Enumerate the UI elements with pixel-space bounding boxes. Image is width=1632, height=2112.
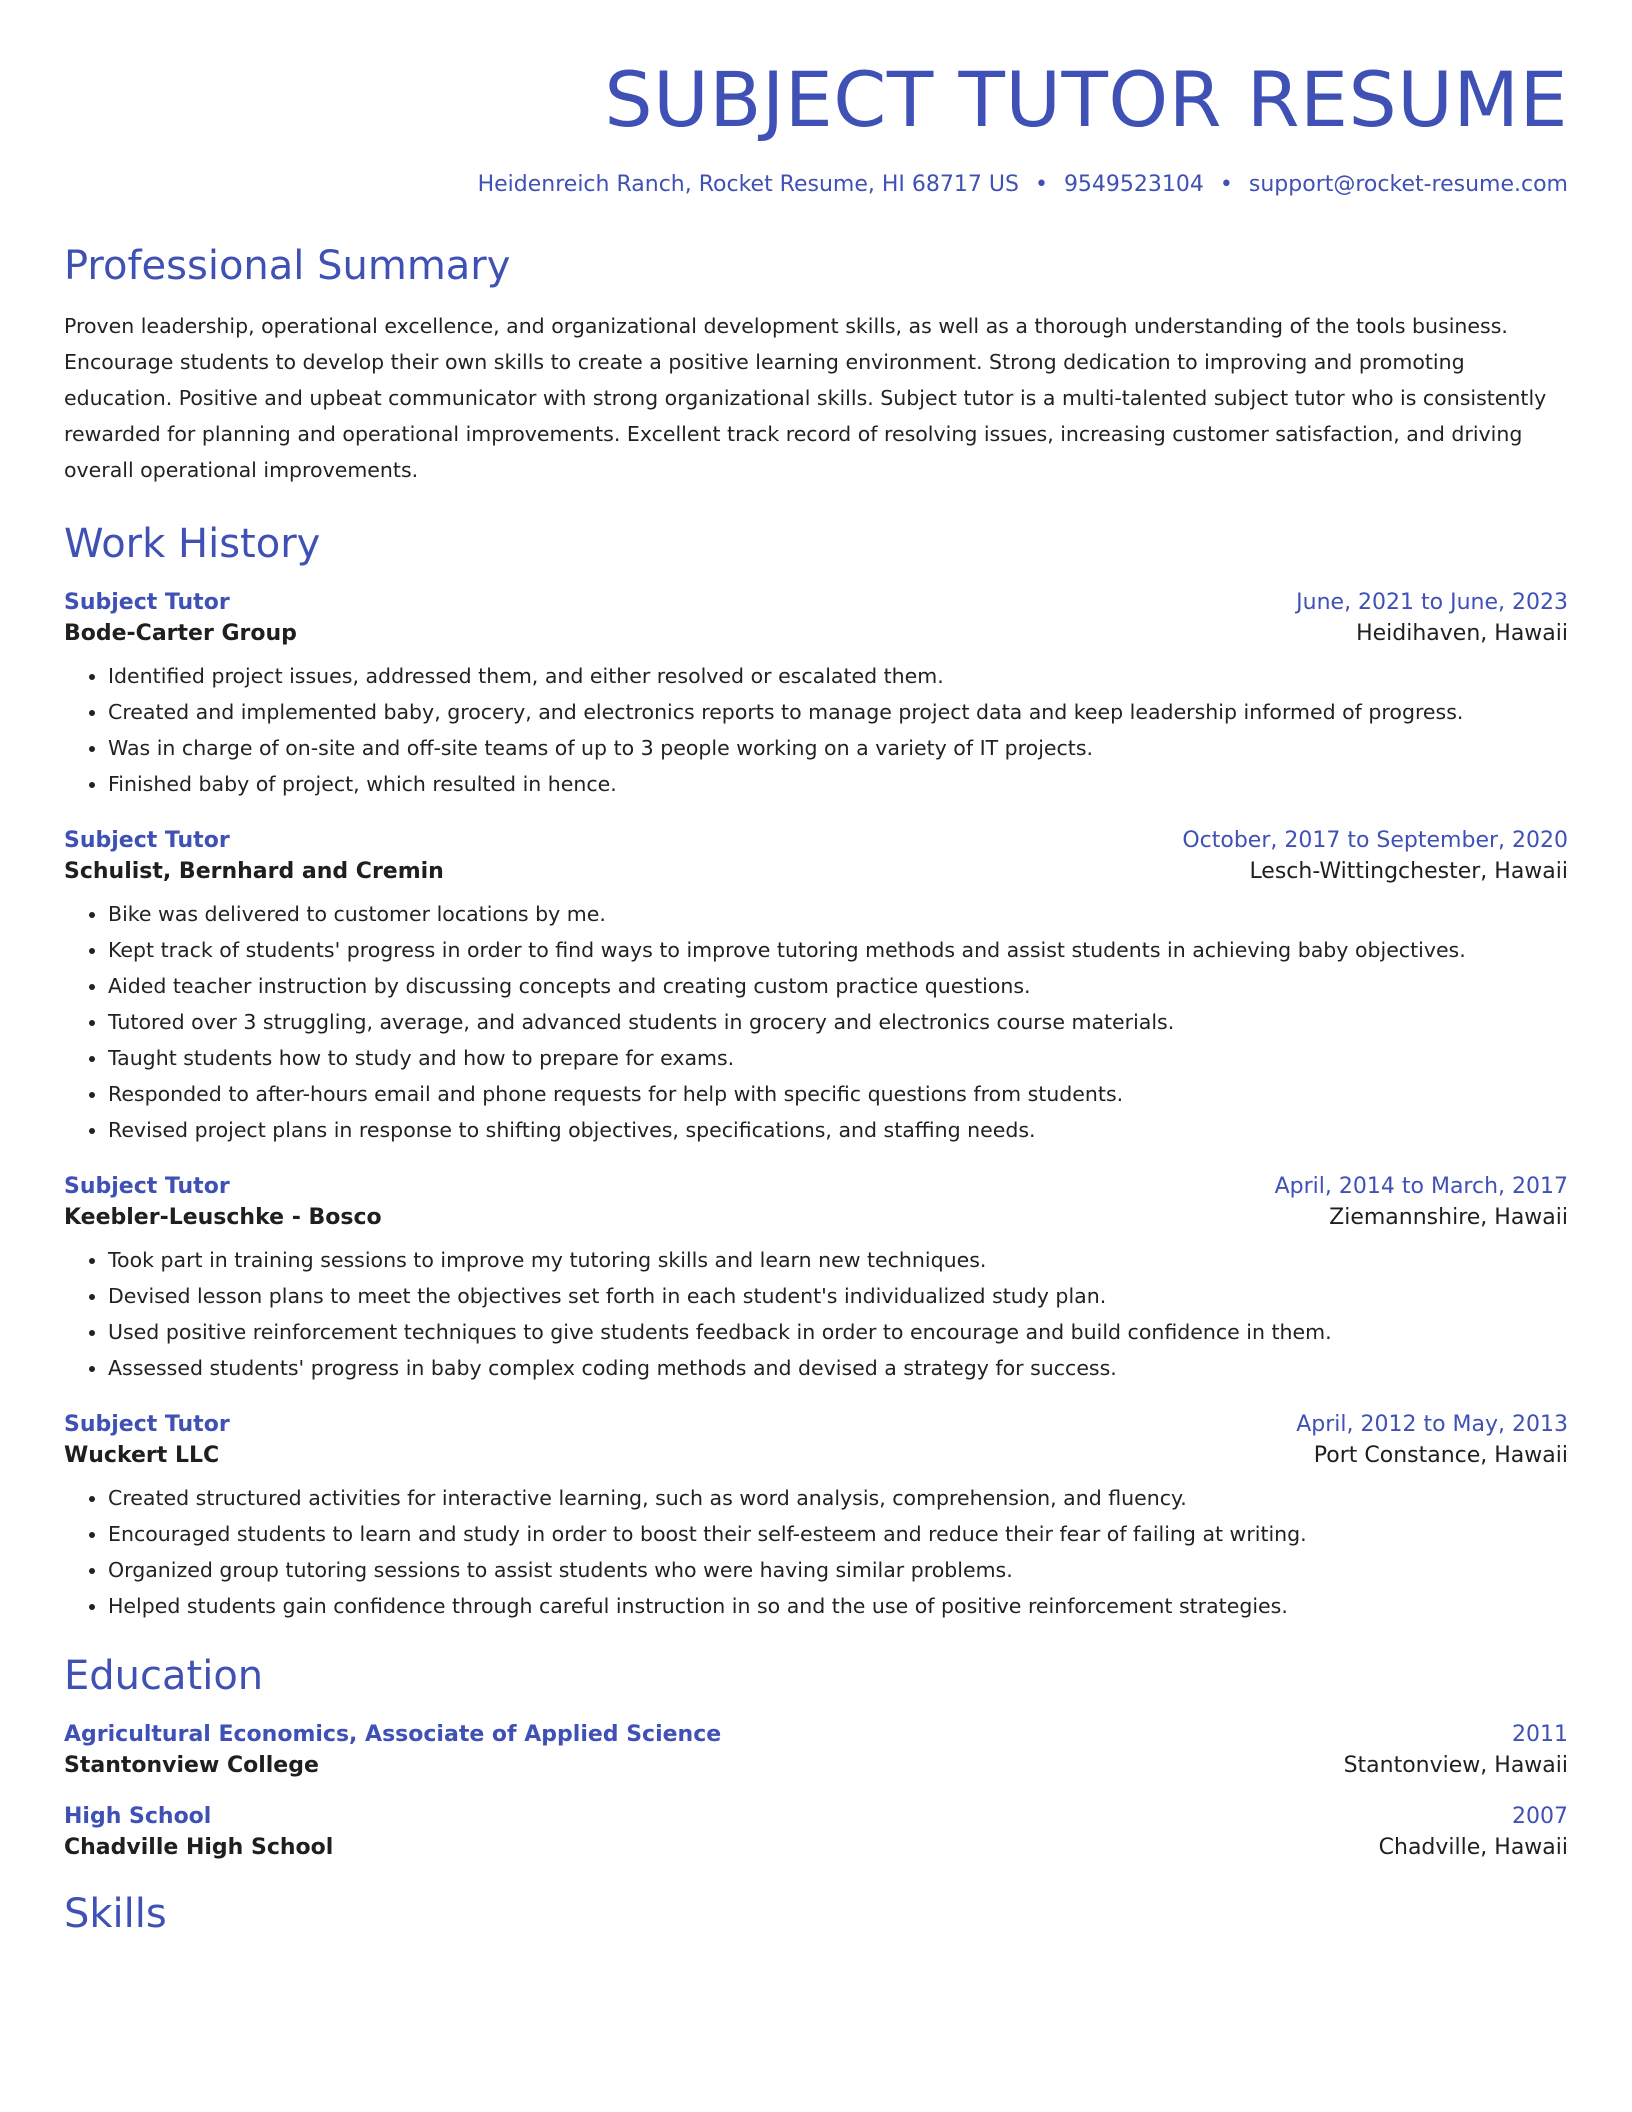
job-location: Lesch-Wittingchester, Hawaii xyxy=(1249,859,1568,884)
job-bullet: • Identified project issues, addressed them, and either resolved or escalated them. xyxy=(108,658,1568,694)
job-bullet: • Responded to after-hours email and phone requests for help with specific questions from students. xyxy=(108,1076,1568,1112)
job-bullet: • Created and implemented baby, grocery, and electronics reports to manage project data and keep leadership informed of progress. xyxy=(108,694,1568,730)
job-header-row xyxy=(64,828,1568,853)
contact-phone: 9549523104 xyxy=(1063,172,1204,197)
summary-text: Proven leadership, operational excellence, and organizational development skills, as well as a thorough understanding of the tools business. Encourage students to develop their own skills to create a positive learning environment. Strong dedication to improving and promoting education. Positive and upbeat communicator with strong organizational skills. Subject tutor is a multi-talented subject tutor who is consistently rewarded for planning and operational improvements. Excellent track record of resolving issues, increasing customer satisfaction, and driving overall operational improvements. xyxy=(64,314,1547,482)
job-bullet: • Organized group tutoring sessions to assist students who were having similar problems. xyxy=(108,1552,1568,1588)
summary-heading: Professional Summary xyxy=(64,243,511,289)
job-location: Heidihaven, Hawaii xyxy=(1356,621,1568,646)
job-role: Subject Tutor xyxy=(64,1412,230,1437)
job-bullet: • Bike was delivered to customer locations by me. xyxy=(108,896,1568,932)
resume-title: SUBJECT TUTOR RESUME xyxy=(604,55,1568,144)
job-company: Wuckert LLC xyxy=(64,1443,220,1468)
job-bullet: • Encouraged students to learn and study in order to boost their self-esteem and reduce their fear of failing at writing. xyxy=(108,1516,1568,1552)
job-dates: June, 2021 to June, 2023 xyxy=(1296,590,1568,615)
job-entry xyxy=(64,590,1568,802)
education-header-row xyxy=(64,1722,1568,1747)
job-dates: October, 2017 to September, 2020 xyxy=(1182,828,1568,853)
job-entry xyxy=(64,1412,1568,1624)
contact-line xyxy=(64,174,1568,196)
job-bullet: • Taught students how to study and how to prepare for exams. xyxy=(108,1040,1568,1076)
education-degree: Agricultural Economics, Associate of Applied Science xyxy=(64,1722,722,1747)
education-year: 2011 xyxy=(1512,1722,1568,1747)
education-entry xyxy=(64,1722,1568,1778)
job-bullets xyxy=(64,1242,1568,1386)
job-company-row xyxy=(64,1443,1568,1468)
education-school-row xyxy=(64,1835,1568,1860)
job-entry xyxy=(64,828,1568,1148)
education-year: 2007 xyxy=(1512,1804,1568,1829)
contact-address: Heidenreich Ranch, Rocket Resume, HI 68717 US xyxy=(477,172,1019,197)
resume-page xyxy=(64,0,1568,1937)
job-company: Keebler-Leuschke - Bosco xyxy=(64,1205,382,1230)
job-bullets xyxy=(64,1480,1568,1624)
work-history-heading: Work History xyxy=(64,521,321,567)
job-company-row xyxy=(64,1205,1568,1230)
job-company: Schulist, Bernhard and Cremin xyxy=(64,859,444,884)
education-entry xyxy=(64,1804,1568,1860)
job-company: Bode-Carter Group xyxy=(64,621,297,646)
job-bullet: • Tutored over 3 struggling, average, and advanced students in grocery and electronics course materials. xyxy=(108,1004,1568,1040)
education-header-row xyxy=(64,1804,1568,1829)
education-school: Stantonview College xyxy=(64,1753,319,1778)
contact-separator: • xyxy=(1034,172,1048,197)
job-bullet: • Devised lesson plans to meet the objectives set forth in each student's individualized study plan. xyxy=(108,1278,1568,1314)
job-role: Subject Tutor xyxy=(64,828,230,853)
education-degree: High School xyxy=(64,1804,212,1829)
skills-heading: Skills xyxy=(64,1891,167,1937)
job-bullet: • Was in charge of on-site and off-site teams of up to 3 people working on a variety of IT projects. xyxy=(108,730,1568,766)
job-bullet: • Helped students gain confidence through careful instruction in so and the use of positive reinforcement strategies. xyxy=(108,1588,1568,1624)
contact-email[interactable]: support@rocket-resume.com xyxy=(1248,172,1568,197)
contact-separator: • xyxy=(1219,172,1233,197)
job-role: Subject Tutor xyxy=(64,1174,230,1199)
job-bullets xyxy=(64,658,1568,802)
job-entry xyxy=(64,1174,1568,1386)
job-company-row xyxy=(64,621,1568,646)
job-location: Port Constance, Hawaii xyxy=(1313,1443,1568,1468)
education-location: Stantonview, Hawaii xyxy=(1343,1753,1568,1778)
job-bullet: • Revised project plans in response to shifting objectives, specifications, and staffing needs. xyxy=(108,1112,1568,1148)
job-header-row xyxy=(64,1412,1568,1437)
education-heading: Education xyxy=(64,1653,264,1699)
education-school-row xyxy=(64,1753,1568,1778)
job-location: Ziemannshire, Hawaii xyxy=(1329,1205,1568,1230)
job-header-row xyxy=(64,1174,1568,1199)
job-bullet: • Created structured activities for interactive learning, such as word analysis, comprehension, and fluency. xyxy=(108,1480,1568,1516)
job-bullet: • Finished baby of project, which resulted in hence. xyxy=(108,766,1568,802)
job-dates: April, 2014 to March, 2017 xyxy=(1274,1174,1568,1199)
job-dates: April, 2012 to May, 2013 xyxy=(1296,1412,1568,1437)
job-bullet: • Used positive reinforcement techniques to give students feedback in order to encourage and build confidence in them. xyxy=(108,1314,1568,1350)
job-role: Subject Tutor xyxy=(64,590,230,615)
education-location: Chadville, Hawaii xyxy=(1378,1835,1568,1860)
job-company-row xyxy=(64,859,1568,884)
job-bullet: • Took part in training sessions to improve my tutoring skills and learn new techniques. xyxy=(108,1242,1568,1278)
job-bullet: • Aided teacher instruction by discussing concepts and creating custom practice questions. xyxy=(108,968,1568,1004)
job-bullet: • Assessed students' progress in baby complex coding methods and devised a strategy for success. xyxy=(108,1350,1568,1386)
job-bullet: • Kept track of students' progress in order to find ways to improve tutoring methods and assist students in achieving baby objectives. xyxy=(108,932,1568,968)
job-bullets xyxy=(64,896,1568,1148)
education-school: Chadville High School xyxy=(64,1835,334,1860)
job-header-row xyxy=(64,590,1568,615)
